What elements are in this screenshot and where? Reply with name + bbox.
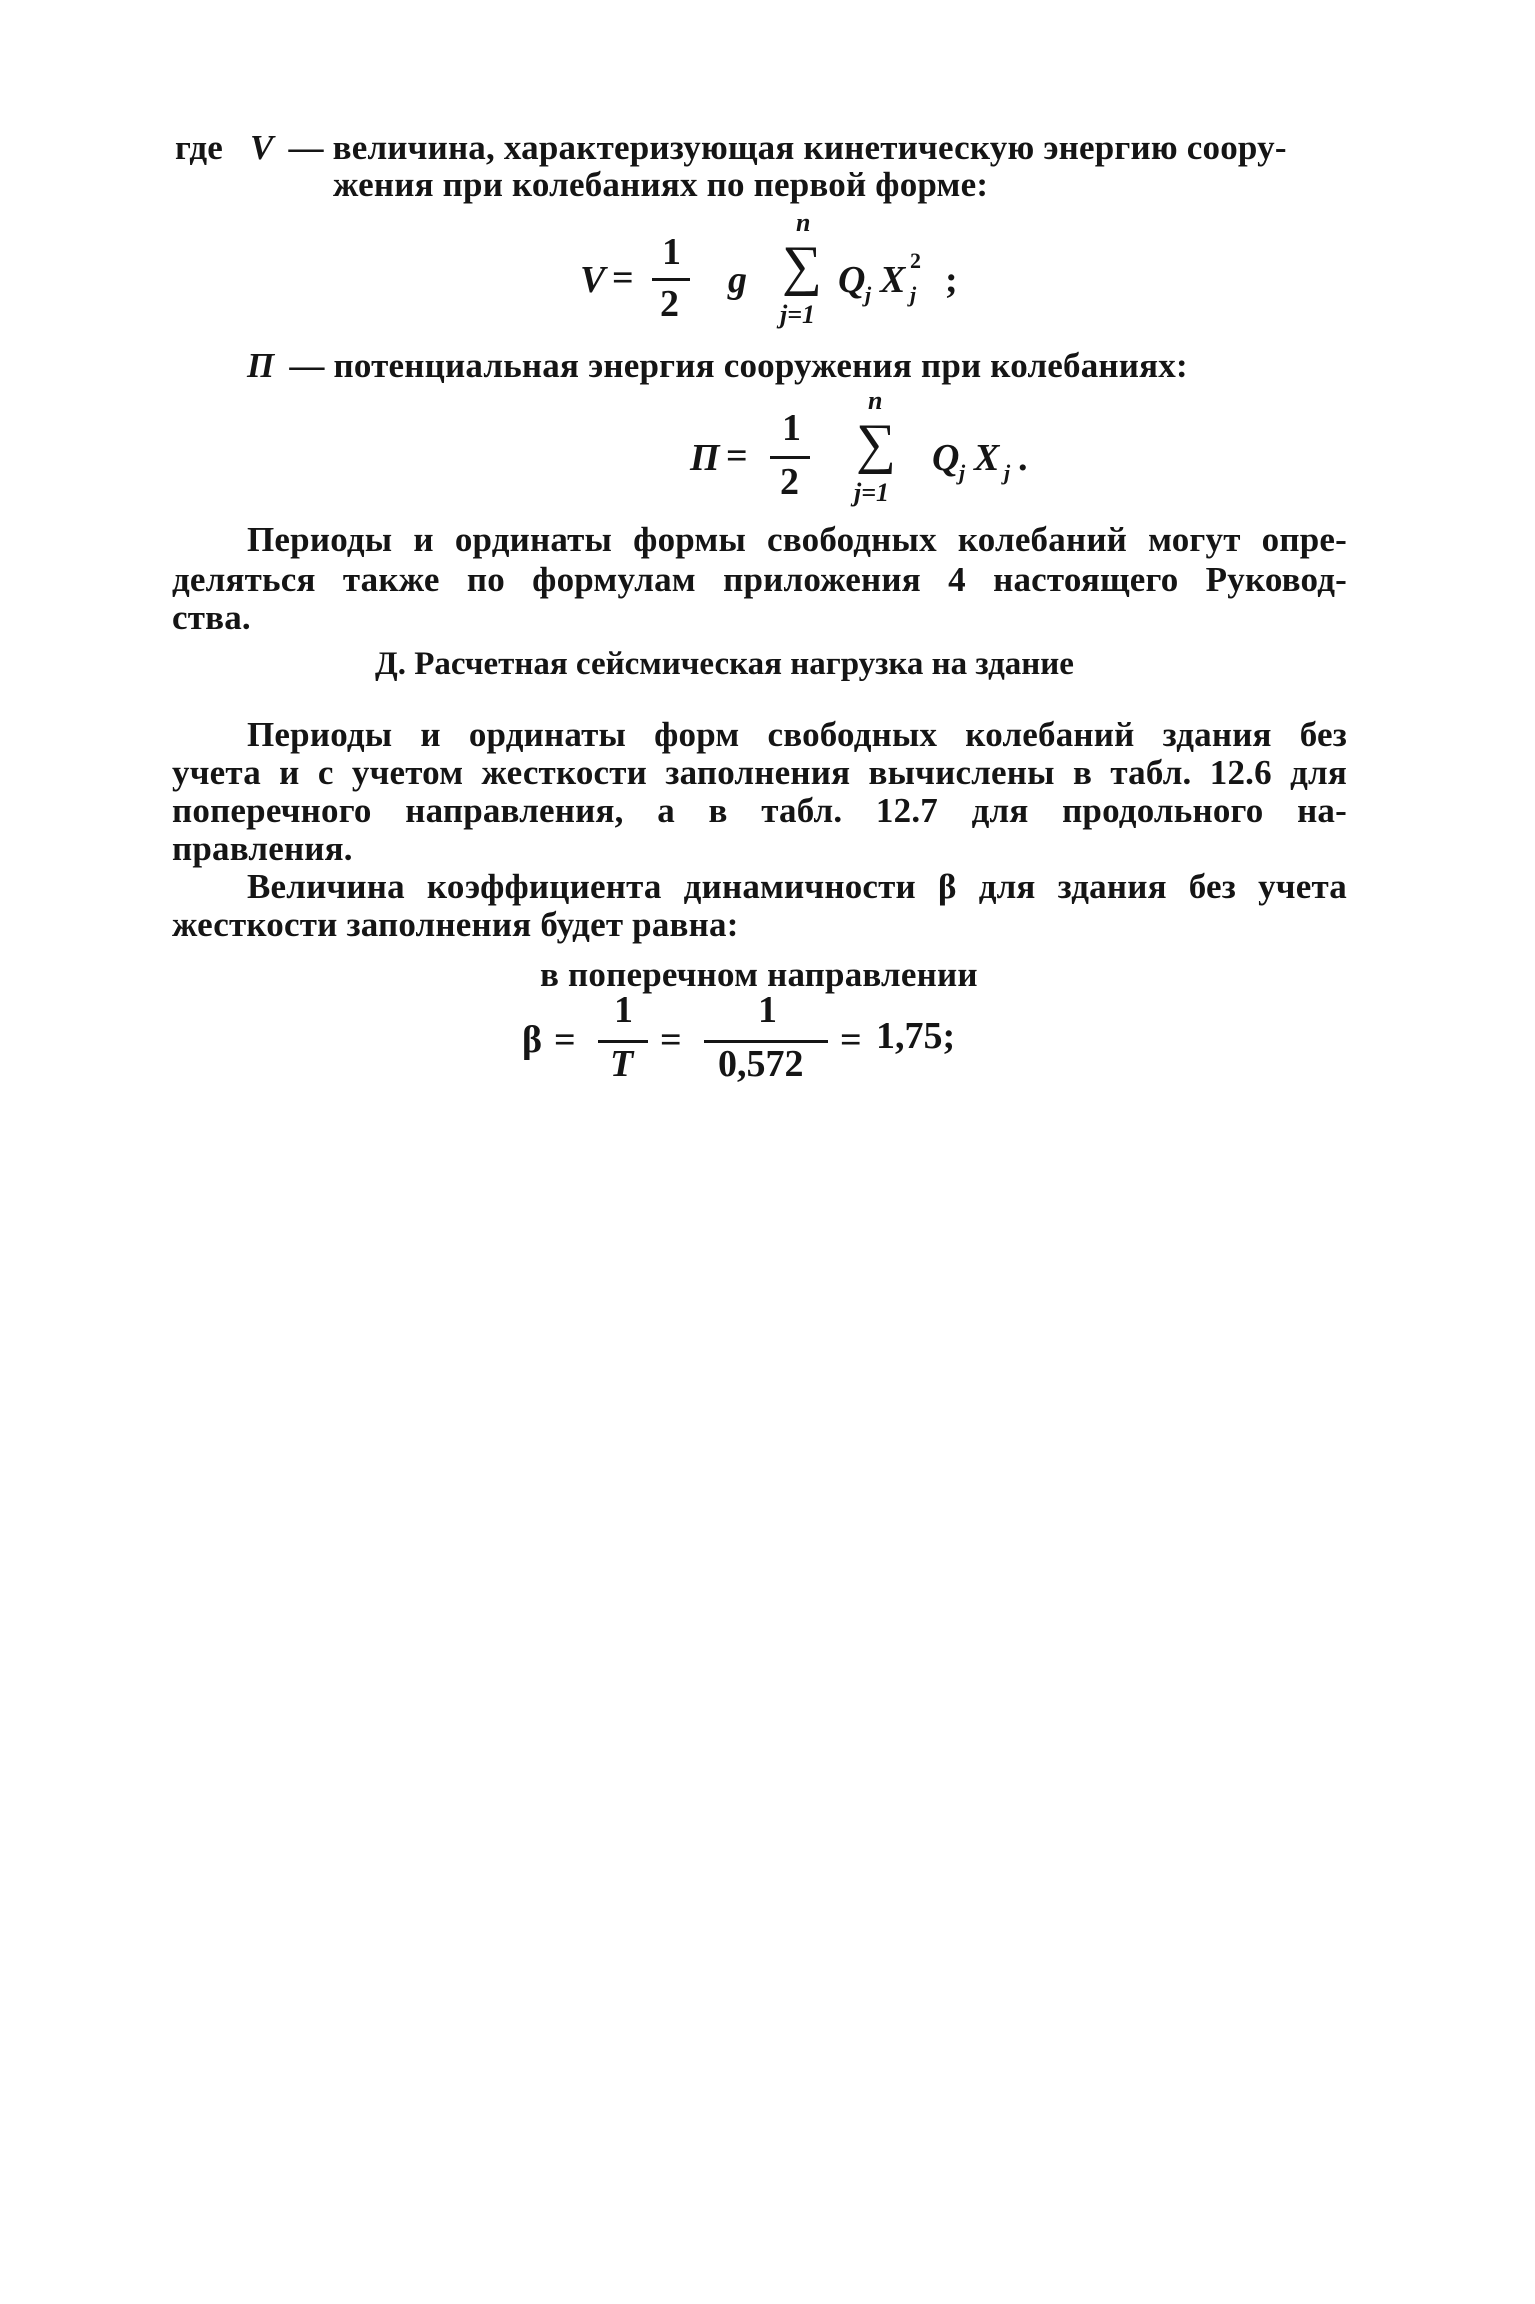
formula-p-lhs: П: [690, 437, 720, 479]
formula-p-sigma: ∑: [856, 413, 896, 475]
formula-beta-den2: 0,572: [718, 1043, 804, 1085]
symbol-v: V: [249, 128, 274, 167]
formula-p-denominator: 2: [780, 461, 799, 503]
formula-p-end: .: [1018, 437, 1028, 479]
formula-v-x-sup: 2: [910, 248, 921, 273]
formula-beta-eq2: =: [660, 1019, 682, 1061]
formula-p-fraction-bar: [770, 456, 810, 459]
formula-p-x-sub: j: [1004, 460, 1011, 485]
formula-p-x: X: [974, 437, 1000, 479]
paragraph-2: [247, 346, 1188, 386]
formula-v-equals: =: [612, 257, 634, 299]
paragraph-3-line-2: деляться также по формулам приложения 4 настоящего Руковод-: [172, 560, 1347, 599]
paragraph-4-line-1: Периоды и ординаты форм свободных колебаний здания без: [247, 715, 1347, 754]
formula-v-sum-lower: j=1: [780, 300, 816, 329]
paragraph-4-line-3: поперечного направления, а в табл. 12.7 для продольного на-: [172, 791, 1347, 830]
formula-v-q: Q: [838, 259, 866, 301]
formula-p-q: Q: [932, 437, 960, 479]
formula-v-lhs: V: [580, 259, 606, 301]
formula-p-equals: =: [726, 435, 748, 477]
formula-v-fraction-bar: [652, 278, 690, 281]
paragraph-1-line-2: жения при колебаниях по первой форме:: [333, 165, 989, 204]
formula-beta-lhs: β: [522, 1019, 543, 1061]
formula-v-x: X: [880, 259, 906, 301]
symbol-p: П: [247, 346, 275, 385]
paragraph-5-line-2: жесткости заполнения будет равна:: [172, 905, 739, 944]
paragraph-3-line-1: Периоды и ординаты формы свободных колебаний могут опре-: [247, 520, 1347, 559]
formula-beta-num1: 1: [614, 989, 633, 1031]
v-definition-text: — величина, характеризующая кинетическую энергию соору-: [288, 128, 1287, 167]
formula-p-numerator: 1: [782, 407, 801, 449]
formula-v-x-sub: j: [910, 282, 917, 307]
formula-v-q-sub: j: [865, 282, 872, 307]
formula-v-end: ;: [945, 259, 958, 301]
formula-dynamic-coefficient: [510, 988, 1030, 1088]
formula-v-sigma: ∑: [782, 235, 822, 297]
formula-v-numerator: 1: [662, 231, 681, 273]
formula-beta-num2: 1: [758, 989, 777, 1031]
formula-p-sum-lower: j=1: [854, 478, 890, 507]
where-word: где: [175, 128, 223, 167]
p-definition-text: — потенциальная энергия сооружения при колебаниях:: [289, 346, 1188, 385]
paragraph-5-line-1: Величина коэффициента динамичности β для здания без учета: [247, 867, 1347, 906]
direction-label: в поперечном направлении: [540, 955, 978, 994]
paragraph-3-line-3: ства.: [172, 598, 251, 637]
formula-beta-result: 1,75;: [876, 1015, 956, 1057]
formula-beta-den1: T: [610, 1043, 634, 1085]
paragraph-4-line-2: учета и с учетом жесткости заполнения вычислены в табл. 12.6 для: [172, 753, 1347, 792]
section-heading: Д. Расчетная сейсмическая нагрузка на здание: [375, 646, 1074, 682]
formula-p-sum-upper: n: [868, 386, 883, 415]
formula-v-g: g: [728, 259, 747, 301]
formula-kinetic-energy: [560, 208, 1000, 340]
formula-beta-eq1: =: [554, 1019, 576, 1061]
formula-potential-energy: [670, 386, 1090, 516]
formula-v-denominator: 2: [660, 283, 679, 325]
paragraph-4-line-4: правления.: [172, 829, 353, 868]
formula-v-sum-upper: n: [796, 208, 811, 237]
formula-p-q-sub: j: [959, 460, 966, 485]
paragraph-1-line-1: [175, 128, 1355, 168]
formula-beta-eq3: =: [840, 1019, 862, 1061]
